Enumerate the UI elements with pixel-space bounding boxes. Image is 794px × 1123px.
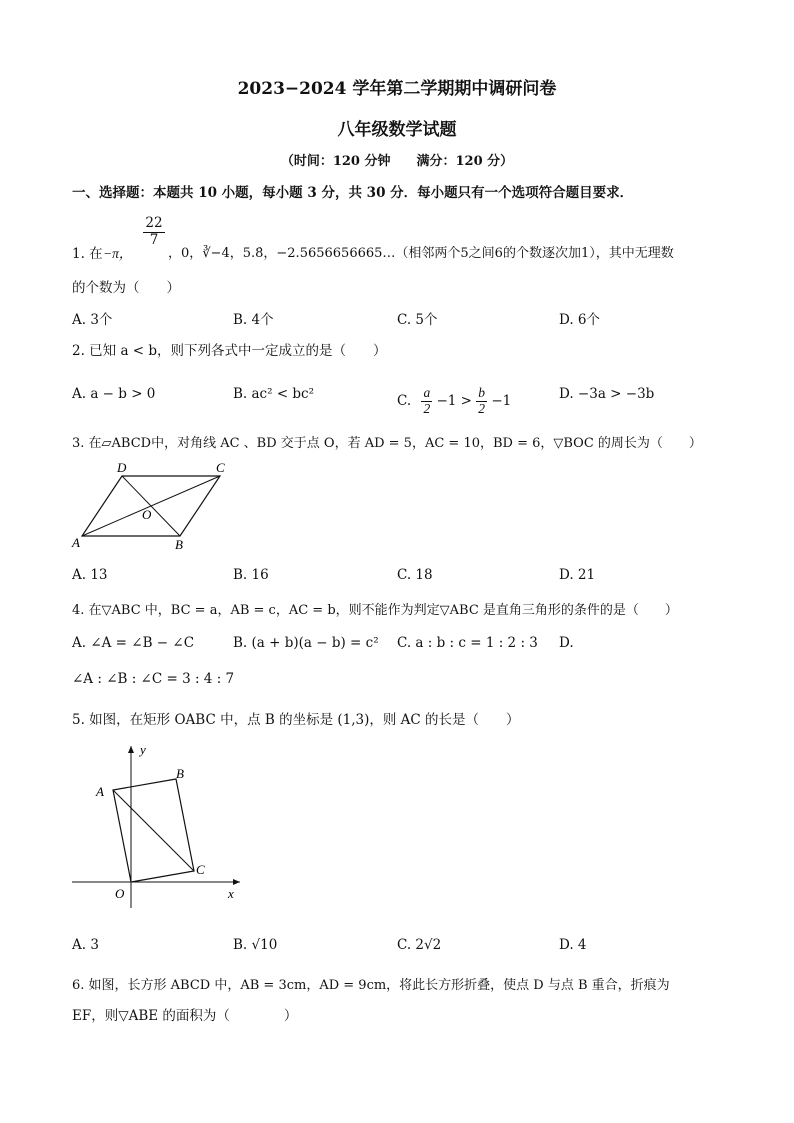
q5-option-b[interactable]: B. √10	[233, 937, 278, 953]
diagonal-bd	[122, 476, 180, 536]
q1-option-d[interactable]: D. 6个	[559, 312, 601, 328]
label-o: O	[142, 507, 152, 522]
label-a: A	[96, 784, 104, 799]
q3-parallelogram-figure	[70, 460, 240, 555]
q1-prefix: 1. 在	[72, 246, 103, 262]
label-d: D	[117, 460, 127, 475]
q4-option-b[interactable]: B. (a + b)(a − b) = c²	[233, 635, 379, 651]
q2-c-d1: 2	[423, 400, 431, 416]
exam-info: （时间：120 分钟 满分：120 分）	[280, 154, 514, 169]
label-c: C	[196, 862, 205, 877]
q5-rectangle-figure	[68, 740, 248, 910]
label-c: C	[216, 460, 225, 475]
q2-option-c-label: C.	[397, 392, 412, 409]
q1-option-b[interactable]: B. 4个	[233, 312, 274, 328]
q4-option-a[interactable]: A. ∠A = ∠B − ∠C	[72, 635, 195, 651]
q4-stem: 4. 在▽ABC 中，BC = a，AB = c，AC = b，则不能作为判定▽ABC 是直角三角形的条件的是（ ）	[72, 603, 678, 618]
q3-option-b[interactable]: B. 16	[233, 567, 269, 583]
y-axis-arrow	[128, 746, 134, 753]
q4-option-d-content: ∠A : ∠B : ∠C = 3 : 4 : 7	[72, 671, 235, 687]
x-axis-arrow	[233, 879, 240, 885]
q2-option-b[interactable]: B. ac² < bc²	[233, 386, 315, 402]
q2-option-a[interactable]: A. a − b > 0	[72, 386, 156, 402]
q2-c-d2: 2	[478, 400, 486, 416]
section-heading: 一、选择题：本题共 10 小题，每小题 3 分，共 30 分．每小题只有一个选项符合题目要求．	[72, 185, 634, 201]
q1-line2: 的个数为（ ）	[72, 280, 180, 296]
q3-option-c[interactable]: C. 18	[397, 567, 433, 583]
q5-option-d[interactable]: D. 4	[559, 937, 587, 953]
label-x: x	[228, 886, 234, 901]
q1-frac-num: 22	[143, 216, 165, 233]
q2-c-frac2	[476, 386, 487, 417]
label-b: B	[176, 766, 184, 781]
q3-stem: 3. 在▱ABCD中，对角线 AC 、BD 交于点 O，若 AD = 5，AC = 10，BD = 6，▽BOC 的周长为（ ）	[72, 436, 702, 451]
q2-c-mid: −1 >	[436, 392, 472, 409]
q1-fraction	[143, 216, 165, 248]
diagonal-ac	[113, 790, 194, 871]
q1-frac-den: 7	[149, 231, 159, 248]
q5-option-c[interactable]: C. 2√2	[397, 937, 442, 953]
q2-c-tail: −1	[491, 392, 512, 409]
label-a: A	[72, 535, 80, 550]
exam-title: 2023−2024 学年第二学期期中调研问卷	[237, 79, 557, 99]
q2-c-n1: a	[423, 385, 431, 400]
q2-c-n2: b	[478, 385, 486, 400]
q4-option-d[interactable]: D.	[559, 635, 574, 651]
q1-rest: ，0，∛−4，5.8̇，−2.5656656665…（相邻两个5之间6的个数逐次加1），其中无理数	[168, 246, 674, 261]
q3-option-a[interactable]: A. 13	[72, 567, 108, 583]
q2-option-c[interactable]	[397, 386, 511, 417]
exam-subtitle: 八年级数学试题	[337, 120, 457, 140]
q4-option-c[interactable]: C. a : b : c = 1 : 2 : 3	[397, 635, 538, 651]
q1-option-c[interactable]: C. 5个	[397, 312, 438, 328]
q1-option-a[interactable]: A. 3个	[72, 312, 113, 328]
q2-option-d[interactable]: D. −3a > −3b	[559, 386, 655, 402]
q2-stem: 2. 已知 a < b，则下列各式中一定成立的是（ ）	[72, 343, 387, 359]
label-b: B	[175, 537, 183, 552]
q6-line2: EF，则▽ABE 的面积为（ ）	[72, 1008, 298, 1024]
q2-c-frac1	[421, 386, 432, 417]
q5-stem: 5. 如图，在矩形 OABC 中，点 B 的坐标是 (1,3)，则 AC 的长是（ ）	[72, 712, 520, 728]
label-y: y	[140, 742, 146, 757]
label-o: O	[115, 886, 125, 901]
q1-neg-pi: −π，	[103, 246, 133, 261]
q5-option-a[interactable]: A. 3	[72, 937, 99, 953]
q6-line1: 6. 如图，长方形 ABCD 中，AB = 3cm，AD = 9cm，将此长方形折叠，使点 D 与点 B 重合，折痕为	[72, 978, 670, 993]
q3-option-d[interactable]: D. 21	[559, 567, 596, 583]
